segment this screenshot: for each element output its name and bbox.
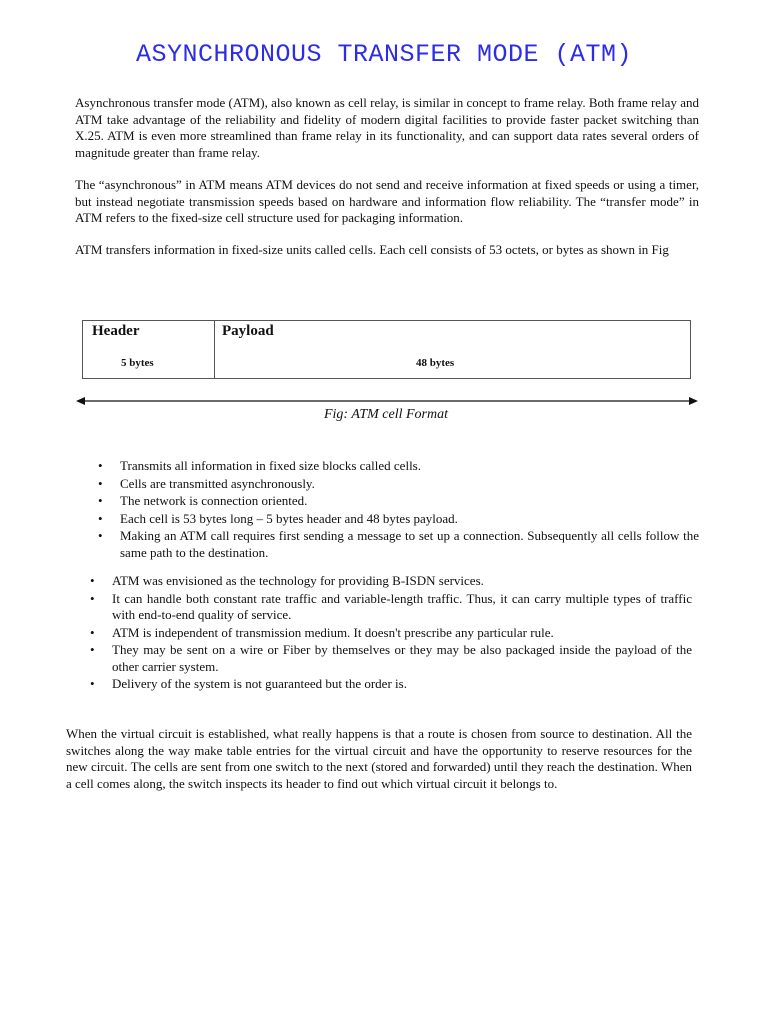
list-item — [98, 475, 699, 493]
bullet-icon: • — [90, 624, 95, 640]
bullet-icon: • — [90, 573, 95, 588]
bullet-icon: • — [90, 590, 95, 606]
intro-paragraph: Asynchronous transfer mode (ATM), also known as cell relay, is similar in concept to frame relay. Both frame relay and ATM take advantage of the reliability and fidelity of modern digital facilities to provide faster packet switching than X.25. ATM is even more streamlined than frame relay in its functionality, and can support data rates several orders of magnitude greater than frame relay. — [75, 95, 699, 160]
page-title: ASYNCHRONOUS TRANSFER MODE (ATM) — [135, 40, 633, 69]
list-item — [90, 590, 692, 624]
list-item-text: Delivery of the system is not guaranteed but the order is. — [112, 676, 407, 691]
list-item-text: They may be sent on a wire or Fiber by themselves or they may be also packaged inside the payload of the other carrier system. — [112, 642, 692, 674]
list-item — [90, 624, 692, 642]
figure-caption: Fig: ATM cell Format — [323, 407, 449, 422]
bullet-icon: • — [98, 528, 103, 543]
bullet-list-2 — [90, 573, 692, 694]
list-item-text: The network is connection oriented. — [120, 493, 308, 508]
bullet-list-1 — [98, 458, 699, 562]
list-item-text: Making an ATM call requires first sending a message to set up a connection. Subsequently all cells follow the same path to the destination. — [120, 528, 699, 560]
atm-cell-diagram — [82, 320, 691, 379]
bullet-icon: • — [98, 475, 103, 491]
bullet-icon: • — [90, 642, 95, 657]
bullet-icon: • — [90, 676, 95, 691]
bullet-icon: • — [98, 510, 103, 526]
header-bytes: 5 bytes — [121, 357, 154, 369]
list-item — [90, 573, 692, 590]
list-item — [98, 510, 699, 528]
list-item — [90, 676, 692, 693]
list-item — [90, 642, 692, 675]
list-item — [98, 458, 699, 475]
bullet-icon: • — [98, 458, 103, 473]
list-item-text: Cells are transmitted asynchronously. — [120, 475, 315, 491]
asynchronous-paragraph: The “asynchronous” in ATM means ATM devices do not send and receive information at fixed speeds or using a timer, but instead negotiate transmission speeds based on hardware and information flow reliability. The “transfer mode” in ATM refers to the fixed-size cell structure used for packaging information. — [75, 177, 699, 225]
list-item-text: ATM is independent of transmission medium. It doesn't prescribe any particular rule. — [112, 624, 554, 640]
bullet-icon: • — [98, 493, 103, 508]
list-item — [98, 493, 699, 510]
virtual-circuit-paragraph: When the virtual circuit is established, what really happens is that a route is chosen from source to destination. All the switches along the way make table entries for the virtual circuit and have the opportunity to reserve resources for the new circuit. The cells are sent from one switch to the next (stored and forwarded) until they reach the destination. When a cell comes along, the switch inspects its header to find out which virtual circuit it belongs to. — [66, 726, 692, 791]
cells-paragraph: ATM transfers information in fixed-size units called cells. Each cell consists of 53 octets, or bytes as shown in Fig — [75, 242, 669, 257]
double-arrow-icon — [76, 396, 698, 406]
list-item-text: It can handle both constant rate traffic and variable-length traffic. Thus, it can carry multiple types of traffic with end-to-end quality of service. — [112, 590, 692, 622]
payload-bytes: 48 bytes — [416, 357, 455, 369]
list-item — [98, 528, 699, 561]
header-label: Header — [92, 323, 140, 339]
list-item-text: Each cell is 53 bytes long – 5 bytes header and 48 bytes payload. — [120, 510, 458, 526]
list-item-text: Transmits all information in fixed size blocks called cells. — [120, 458, 421, 473]
cell-divider — [214, 321, 215, 378]
list-item-text: ATM was envisioned as the technology for providing B-ISDN services. — [112, 573, 484, 588]
payload-label: Payload — [222, 323, 274, 339]
